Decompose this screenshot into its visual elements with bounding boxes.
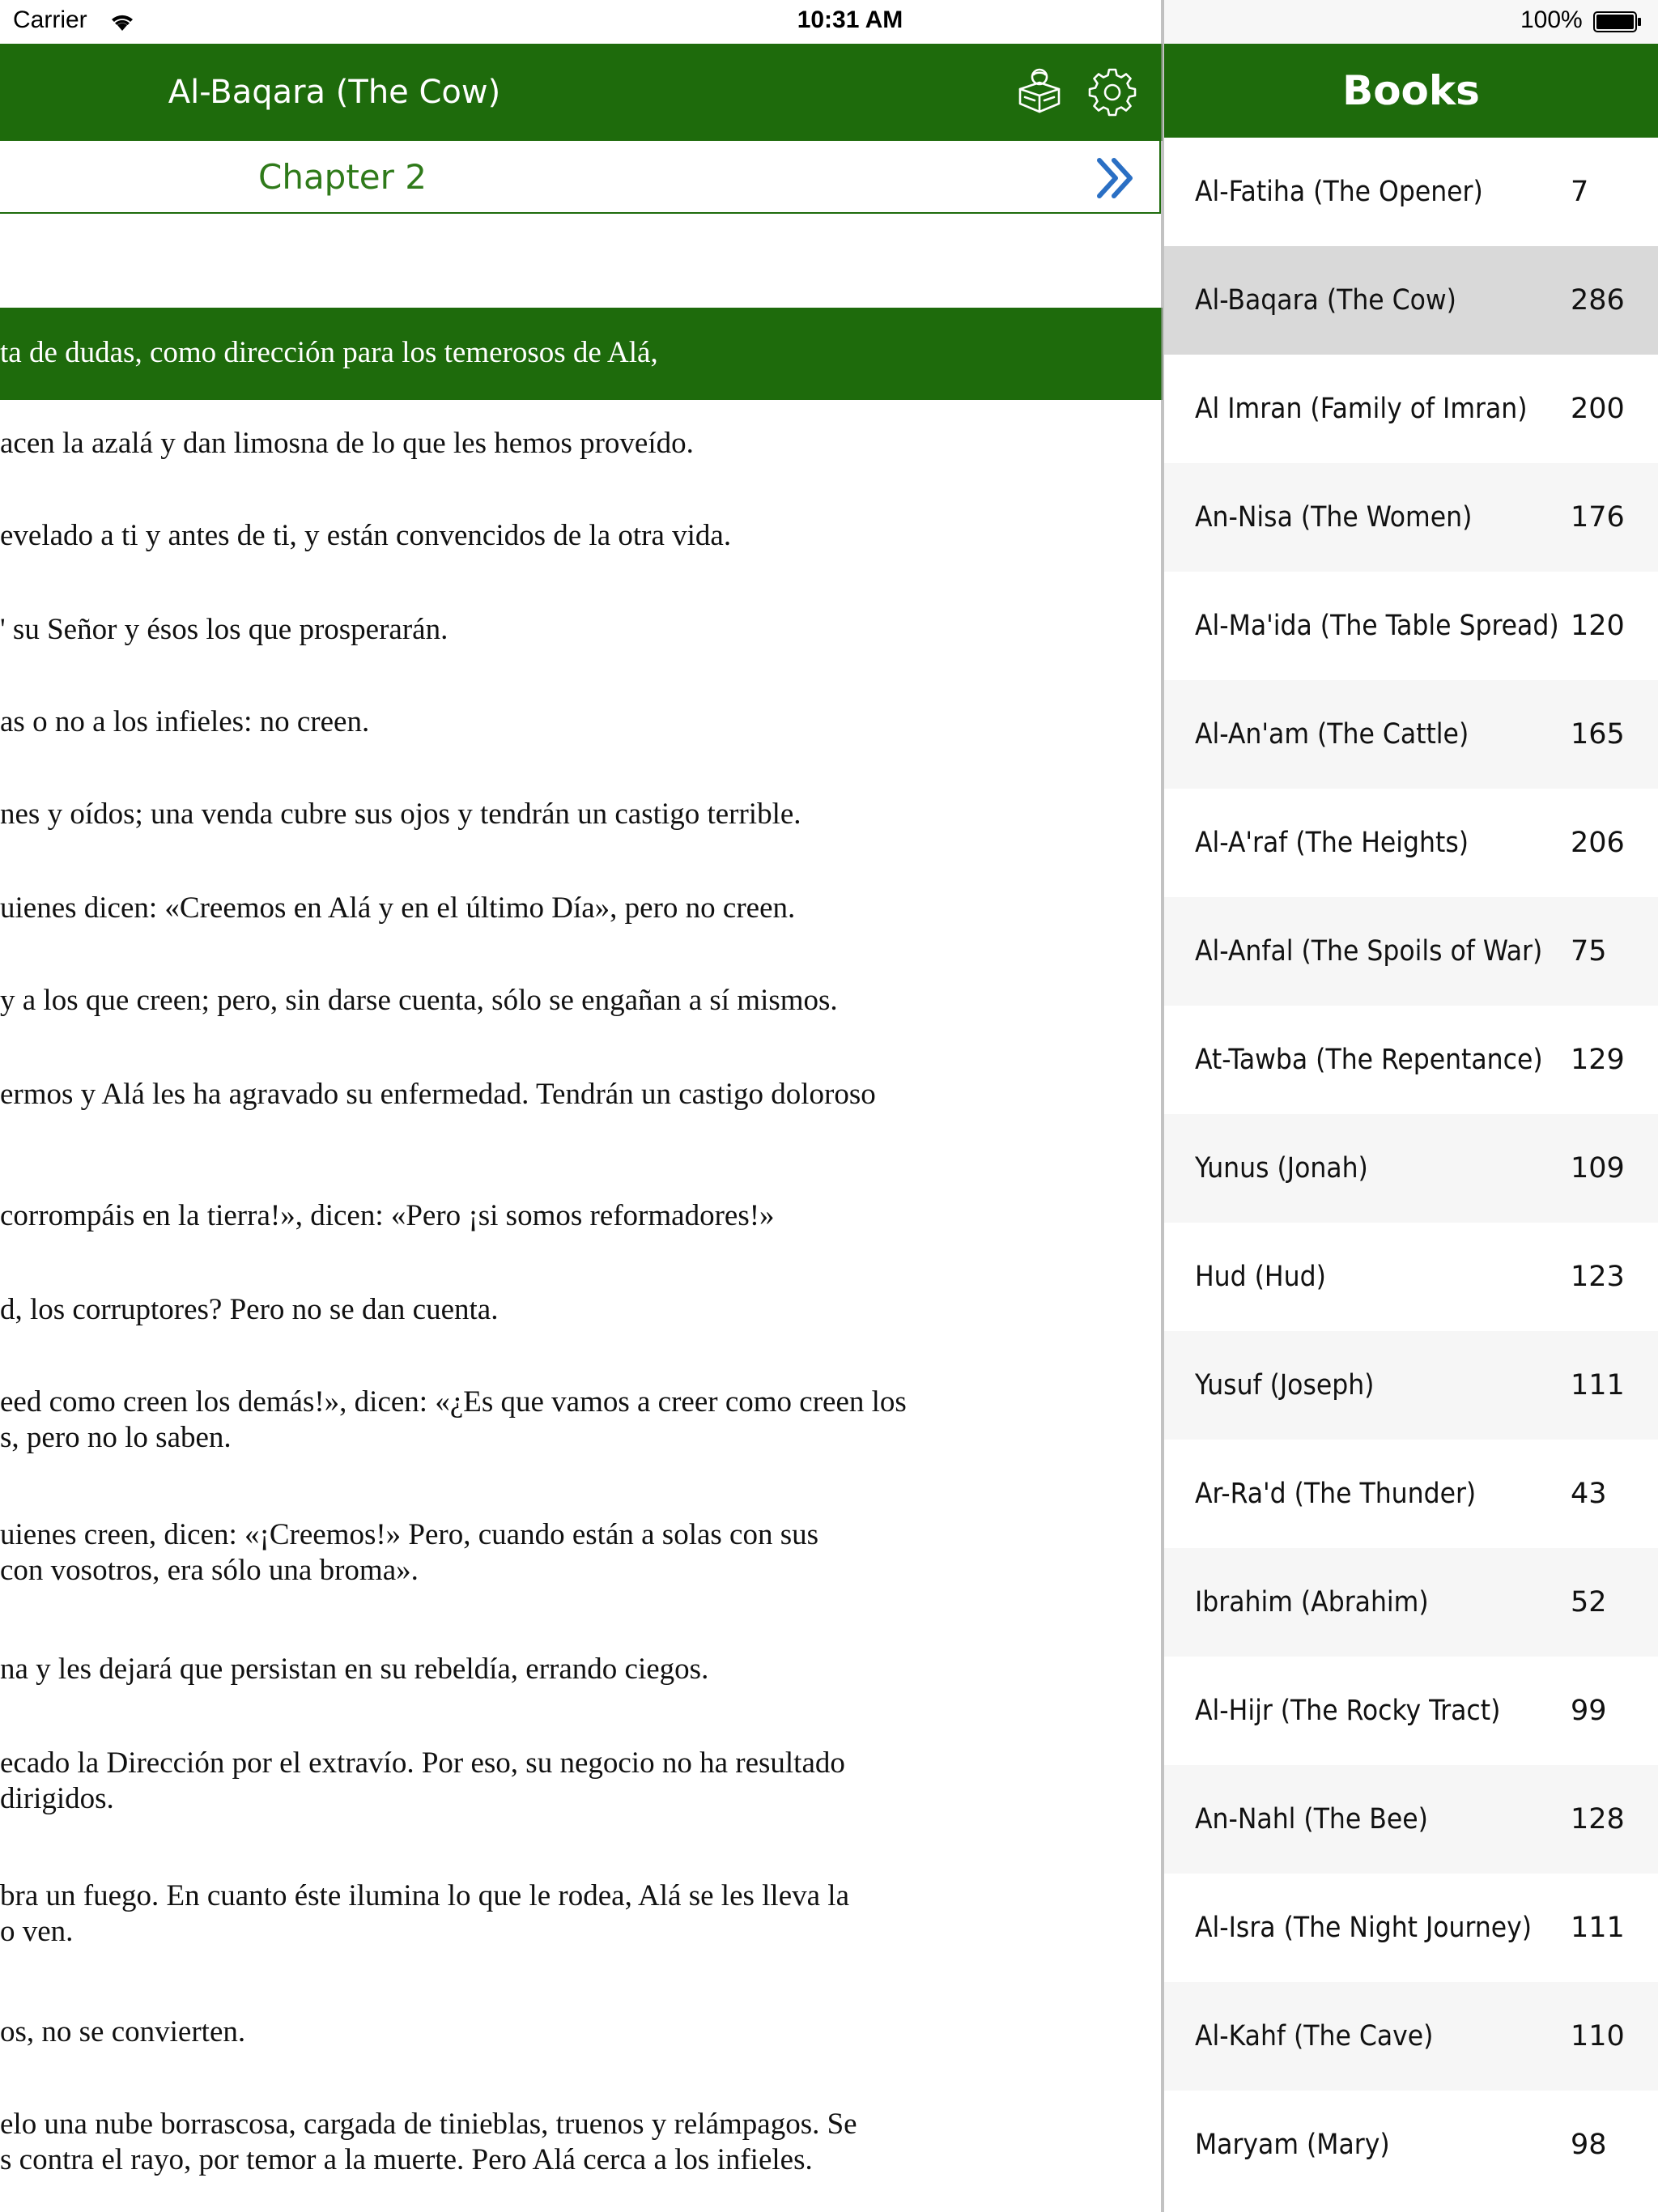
verse[interactable] bbox=[0, 1878, 1163, 1950]
book-verse-count: 75 bbox=[1571, 935, 1607, 968]
verse-line: con vosotros, era sólo una broma». bbox=[0, 1554, 419, 1587]
verse-line: corrompáis en la tierra!», dicen: «Pero ¡si somos reformadores!» bbox=[0, 1199, 775, 1232]
verse[interactable] bbox=[0, 1517, 1163, 1589]
reader-panel bbox=[0, 44, 1163, 2212]
verse-line: as o no a los infieles: no creen. bbox=[0, 705, 370, 738]
book-verse-count: 109 bbox=[1571, 1152, 1625, 1185]
verse[interactable] bbox=[0, 1746, 1163, 1817]
verse-line: o ven. bbox=[0, 1915, 74, 1948]
book-verse-count: 99 bbox=[1571, 1695, 1607, 1727]
book-name: Al-A'raf (The Heights) bbox=[1195, 827, 1469, 859]
book-row[interactable] bbox=[1164, 1982, 1658, 2091]
verse-line: os, no se convierten. bbox=[0, 2015, 246, 2048]
status-time: 10:31 AM bbox=[797, 6, 903, 33]
verse-line: y a los que creen; pero, sin darse cuenta, sólo se engañan a sí mismos. bbox=[0, 984, 838, 1017]
book-row[interactable] bbox=[1164, 789, 1658, 897]
verse-line: bra un fuego. En cuanto éste ilumina lo que le rodea, Alá se les lleva la bbox=[0, 1879, 850, 1912]
verse[interactable] bbox=[0, 704, 1163, 740]
book-name: An-Nahl (The Bee) bbox=[1195, 1803, 1428, 1836]
verse[interactable] bbox=[0, 1077, 1163, 1112]
book-name: Al-Hijr (The Rocky Tract) bbox=[1195, 1695, 1501, 1727]
verse[interactable] bbox=[0, 1198, 1163, 1234]
book-row[interactable] bbox=[1164, 897, 1658, 1006]
verse-line: evelado a ti y antes de ti, y están convencidos de la otra vida. bbox=[0, 519, 732, 552]
book-verse-count: 52 bbox=[1571, 1586, 1607, 1619]
verse-line: eed como creen los demás!», dicen: «¿Es que vamos a creer como creen los bbox=[0, 1385, 907, 1419]
book-name: Al-Fatiha (The Opener) bbox=[1195, 176, 1483, 208]
book-row[interactable] bbox=[1164, 1223, 1658, 1331]
book-name: Ar-Ra'd (The Thunder) bbox=[1195, 1478, 1477, 1510]
verse[interactable] bbox=[0, 612, 1163, 648]
verse[interactable] bbox=[0, 518, 1163, 554]
book-name: Yunus (Jonah) bbox=[1195, 1152, 1368, 1185]
verse[interactable] bbox=[0, 1385, 1163, 1456]
book-name: Al-An'am (The Cattle) bbox=[1195, 718, 1469, 751]
books-header bbox=[1164, 44, 1658, 138]
verse-line: dirigidos. bbox=[0, 1782, 114, 1815]
verse-line: acen la azalá y dan limosna de lo que les hemos proveído. bbox=[0, 427, 694, 460]
book-row[interactable] bbox=[1164, 1440, 1658, 1548]
book-verse-count: 128 bbox=[1571, 1803, 1625, 1836]
book-row[interactable] bbox=[1164, 1006, 1658, 1114]
book-row[interactable] bbox=[1164, 463, 1658, 572]
book-row[interactable] bbox=[1164, 1114, 1658, 1223]
verse[interactable] bbox=[0, 2014, 1163, 2050]
verse-highlighted[interactable] bbox=[0, 308, 1163, 400]
status-bar bbox=[0, 0, 1658, 44]
verse-line: ermos y Alá les ha agravado su enfermedad. Tendrán un castigo doloroso bbox=[0, 1078, 876, 1111]
chapter-title: Chapter 2 bbox=[258, 157, 427, 197]
book-verse-count: 111 bbox=[1571, 1912, 1625, 1944]
verse-line: ecado la Dirección por el extravío. Por eso, su negocio no ha resultado bbox=[0, 1746, 845, 1780]
battery-percent: 100% bbox=[1520, 6, 1583, 33]
book-name: Hud (Hud) bbox=[1195, 1261, 1326, 1293]
book-row[interactable] bbox=[1164, 355, 1658, 463]
verse-line: uienes dicen: «Creemos en Alá y en el último Día», pero no creen. bbox=[0, 891, 796, 925]
book-name: Al-Baqara (The Cow) bbox=[1195, 284, 1456, 317]
book-verse-count: 129 bbox=[1571, 1044, 1625, 1076]
book-row[interactable] bbox=[1164, 680, 1658, 789]
book-verse-count: 286 bbox=[1571, 284, 1625, 317]
verse[interactable] bbox=[0, 983, 1163, 1019]
books-title: Books bbox=[1342, 67, 1480, 114]
book-verse-count: 206 bbox=[1571, 827, 1625, 859]
book-verse-count: 165 bbox=[1571, 718, 1625, 751]
book-row[interactable] bbox=[1164, 1765, 1658, 1874]
reading-person-icon[interactable] bbox=[1012, 65, 1067, 120]
book-verse-count: 110 bbox=[1571, 2020, 1625, 2052]
verse-line: s, pero no lo saben. bbox=[0, 1421, 232, 1454]
book-name: Ibrahim (Abrahim) bbox=[1195, 1586, 1429, 1619]
carrier-label: Carrier bbox=[13, 6, 87, 33]
battery-icon bbox=[1593, 11, 1642, 32]
book-row[interactable] bbox=[1164, 1657, 1658, 1765]
book-row[interactable] bbox=[1164, 1331, 1658, 1440]
verse-line: uienes creen, dicen: «¡Creemos!» Pero, cuando están a solas con sus bbox=[0, 1518, 819, 1551]
book-name: Al Imran (Family of Imran) bbox=[1195, 393, 1528, 425]
verse[interactable] bbox=[0, 1652, 1163, 1687]
verse[interactable] bbox=[0, 797, 1163, 832]
verse-line: s contra el rayo, por temor a la muerte. Pero Alá cerca a los infieles. bbox=[0, 2143, 813, 2176]
book-title: Al-Baqara (The Cow) bbox=[168, 74, 501, 111]
verse-line: elo una nube borrascosa, cargada de tinieblas, truenos y relámpagos. Se bbox=[0, 2108, 857, 2141]
verse[interactable] bbox=[0, 2107, 1163, 2178]
book-name: At-Tawba (The Repentance) bbox=[1195, 1044, 1543, 1076]
book-verse-count: 7 bbox=[1571, 176, 1589, 208]
book-name: Al-Kahf (The Cave) bbox=[1195, 2020, 1434, 2052]
book-name: An-Nisa (The Women) bbox=[1195, 501, 1473, 534]
book-verse-count: 176 bbox=[1571, 501, 1625, 534]
book-name: Al-Ma'ida (The Table Spread) bbox=[1195, 610, 1559, 642]
verse[interactable] bbox=[0, 426, 1163, 462]
book-name: Al-Isra (The Night Journey) bbox=[1195, 1912, 1533, 1944]
book-name: Yusuf (Joseph) bbox=[1195, 1369, 1375, 1402]
book-row[interactable] bbox=[1164, 2091, 1658, 2199]
gear-icon[interactable] bbox=[1085, 65, 1140, 120]
book-row[interactable] bbox=[1164, 572, 1658, 680]
verse-line: ' su Señor y ésos los que prosperarán. bbox=[0, 613, 449, 646]
book-verse-count: 123 bbox=[1571, 1261, 1625, 1293]
verse[interactable] bbox=[0, 891, 1163, 926]
chapter-bar bbox=[0, 141, 1161, 214]
book-verse-count: 120 bbox=[1571, 610, 1625, 642]
book-name: Maryam (Mary) bbox=[1195, 2129, 1390, 2161]
verse-line: ta de dudas, como dirección para los temerosos de Alá, bbox=[0, 336, 658, 369]
book-row[interactable] bbox=[1164, 138, 1658, 246]
book-verse-count: 43 bbox=[1571, 1478, 1607, 1510]
verse-line: d, los corruptores? Pero no se dan cuenta. bbox=[0, 1293, 499, 1326]
book-row[interactable] bbox=[1164, 1548, 1658, 1657]
book-verse-count: 98 bbox=[1571, 2129, 1607, 2161]
verse-line: na y les dejará que persistan en su rebeldía, errando ciegos. bbox=[0, 1653, 709, 1686]
book-verse-count: 111 bbox=[1571, 1369, 1625, 1402]
verse-line: nes y oídos; una venda cubre sus ojos y tendrán un castigo terrible. bbox=[0, 798, 801, 831]
reader-navbar bbox=[0, 44, 1163, 141]
book-verse-count: 200 bbox=[1571, 393, 1625, 425]
book-row[interactable] bbox=[1164, 246, 1658, 355]
double-chevron-right-icon[interactable] bbox=[1091, 155, 1140, 201]
book-name: Al-Anfal (The Spoils of War) bbox=[1195, 935, 1543, 968]
verse[interactable] bbox=[0, 1292, 1163, 1328]
books-panel bbox=[1164, 44, 1658, 2212]
book-row[interactable] bbox=[1164, 1874, 1658, 1982]
